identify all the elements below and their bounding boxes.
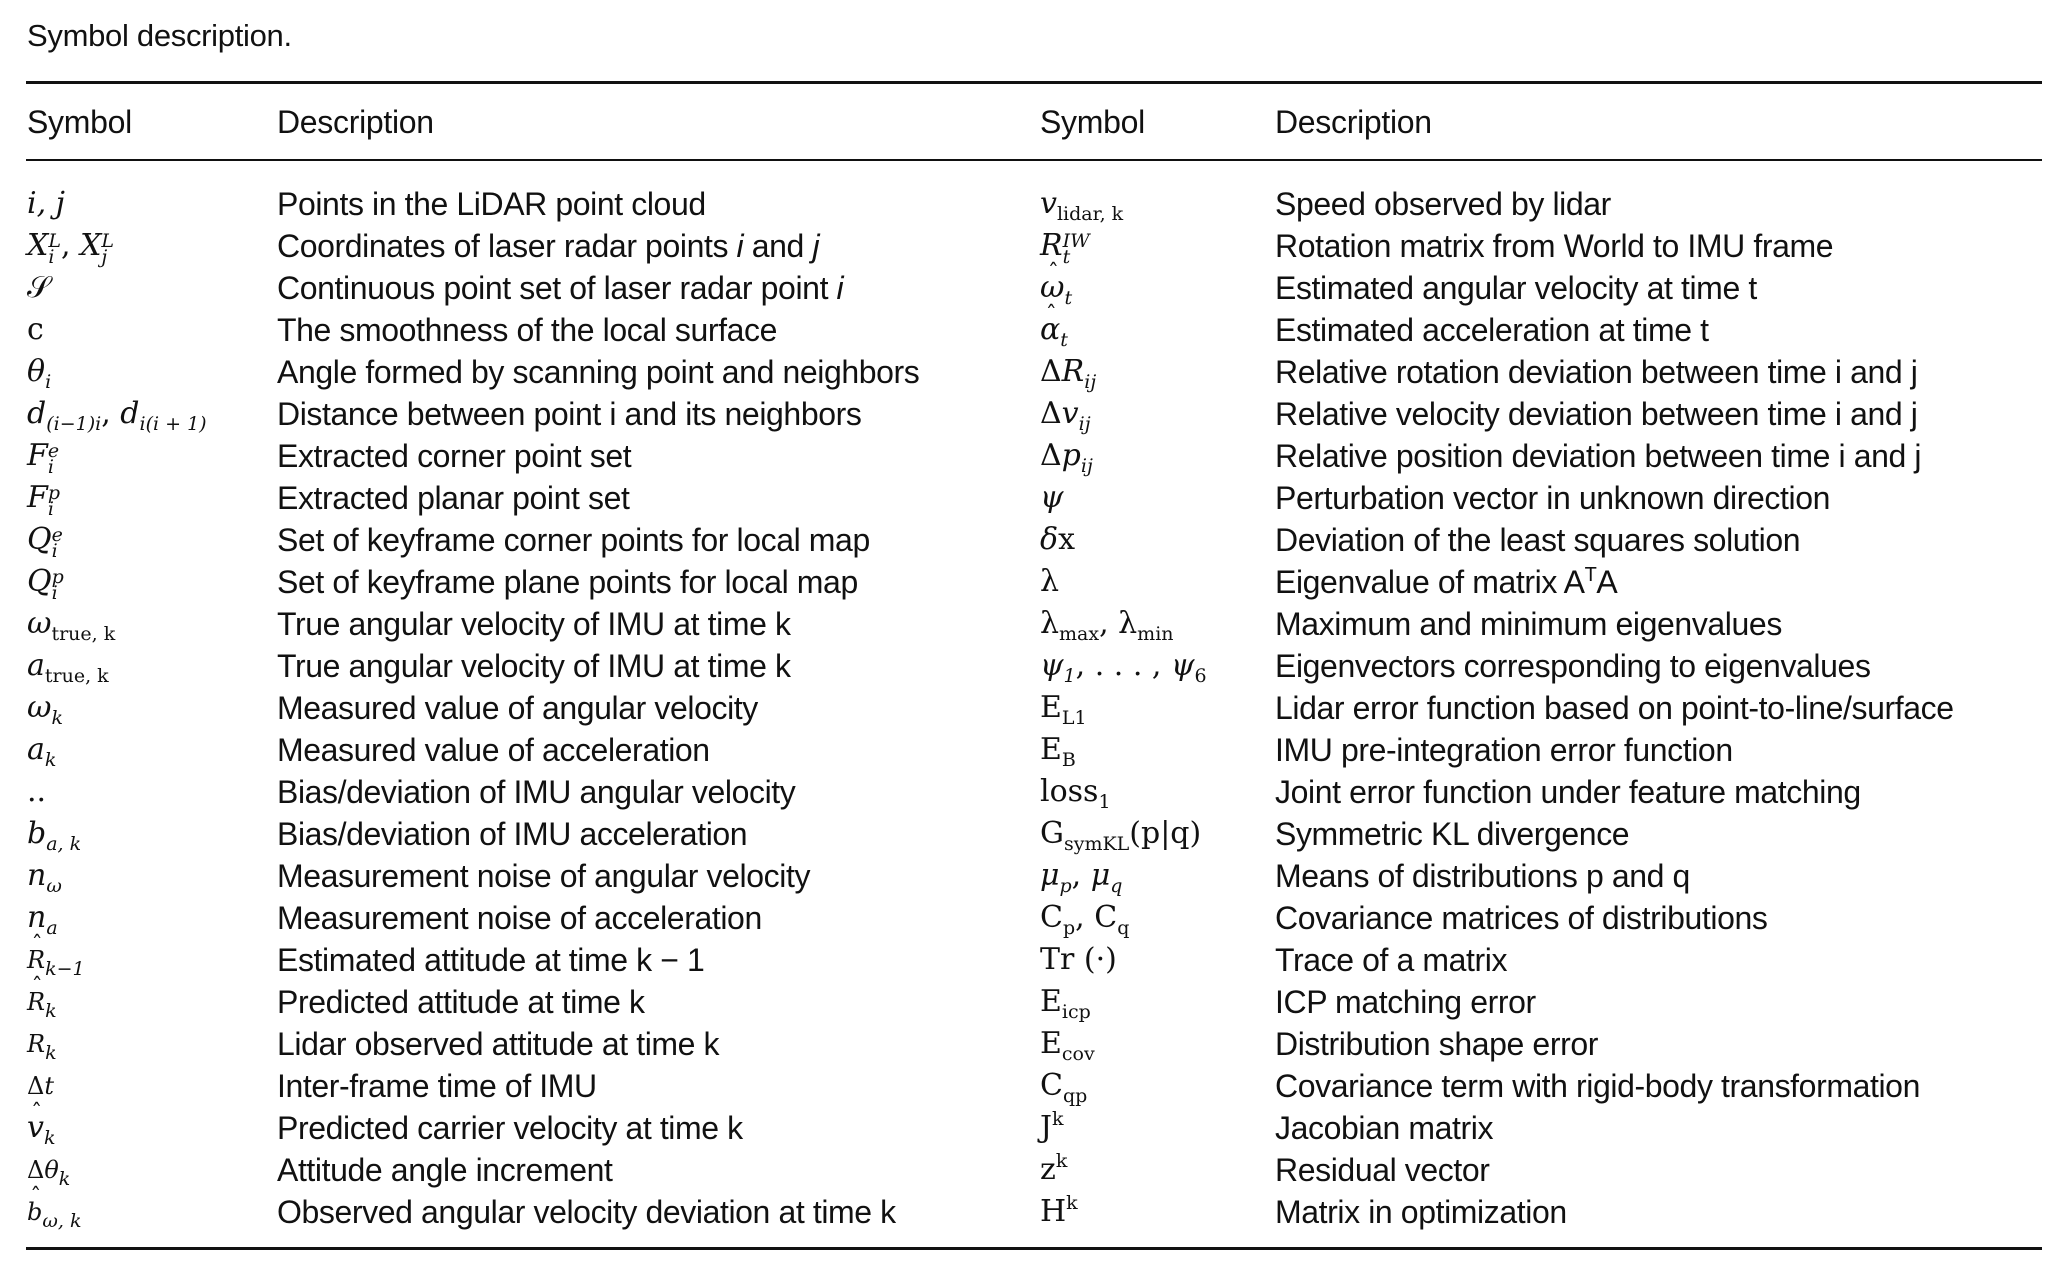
description-cell-right: Trace of a matrix: [1275, 942, 1508, 978]
description-cell-right: Rotation matrix from World to IMU frame: [1275, 228, 1834, 264]
symbol-cell-right: $C_{qp}$: [1040, 1068, 1088, 1107]
symbol-cell-right: λ: [1040, 564, 1060, 599]
symbol-cell-left: ..: [27, 774, 47, 809]
description-cell-right: Covariance matrices of distributions: [1275, 900, 1768, 936]
description-cell-right: Relative position deviation between time i and j: [1275, 438, 1922, 474]
symbol-cell-right: R IW t: [1040, 228, 1090, 268]
description-cell-left: Distance between point i and its neighbors: [277, 396, 862, 432]
table-row: [0, 267, 2067, 309]
bottom-rule: [26, 1247, 2042, 1250]
symbol-cell-left: $R_k$: [27, 1030, 57, 1064]
table-row: [0, 981, 2067, 1023]
symbol-cell-right: $\Delta v_{ij}$: [1040, 396, 1091, 435]
table-row: [0, 939, 2067, 981]
description-cell-left: Angle formed by scanning point and neighbors: [277, 354, 920, 390]
symbol-cell-right: δx: [1040, 522, 1075, 557]
description-cell-right: Residual vector: [1275, 1152, 1490, 1188]
table-row: [0, 813, 2067, 855]
symbol-cell-left: $n_\omega$: [27, 858, 62, 897]
description-cell-left: Points in the LiDAR point cloud: [277, 186, 706, 222]
table-row: [0, 519, 2067, 561]
symbol-cell-right: $\Delta R_{ij}$: [1040, 354, 1097, 393]
header-symbol-right: Symbol: [1040, 104, 1145, 140]
description-cell-left: Continuous point set of laser radar point i: [277, 270, 844, 306]
description-cell-right: Symmetric KL divergence: [1275, 816, 1630, 852]
table-row: [0, 645, 2067, 687]
symbol-cell-left: X L i , X L j: [27, 228, 115, 268]
description-cell-left: Inter-frame time of IMU: [277, 1068, 597, 1104]
symbol-cell-left: Q p i: [27, 564, 64, 604]
symbol-cell-left: ˆ $R_k$: [27, 981, 57, 1023]
symbol-cell-right: $v_{lidar, k}$: [1040, 186, 1124, 225]
description-cell-right: Speed observed by lidar: [1275, 186, 1611, 222]
table-row: [0, 1065, 2067, 1107]
description-cell-right: Eigenvectors corresponding to eigenvalues: [1275, 648, 1871, 684]
table-row: [0, 855, 2067, 897]
symbol-cell-right: $E_{icp}$: [1040, 984, 1091, 1023]
description-cell-left: Attitude angle increment: [277, 1152, 613, 1188]
description-cell-left: Measured value of angular velocity: [277, 690, 758, 726]
top-rule: [26, 81, 2042, 84]
table-row: [0, 435, 2067, 477]
description-cell-right: Deviation of the least squares solution: [1275, 522, 1801, 558]
symbol-cell-right: Tr (·): [1040, 942, 1117, 977]
symbol-cell-left: ˆ $v_k$: [27, 1107, 55, 1149]
description-cell-left: Measured value of acceleration: [277, 732, 710, 768]
header-rule: [26, 159, 2042, 161]
description-cell-left: Bias/deviation of IMU angular velocity: [277, 774, 796, 810]
description-cell-left: Predicted carrier velocity at time k: [277, 1110, 743, 1146]
description-cell-right: IMU pre-integration error function: [1275, 732, 1733, 768]
symbol-cell-left: F e i: [27, 438, 60, 478]
description-cell-left: Extracted planar point set: [277, 480, 630, 516]
symbol-cell-left: $a_k$: [27, 732, 57, 771]
table-row: [0, 183, 2067, 225]
table-row: [0, 1149, 2067, 1191]
symbol-cell-left: F p i: [27, 480, 60, 520]
table-row: [0, 771, 2067, 813]
header-description-right: Description: [1275, 104, 1432, 140]
table-row: [0, 393, 2067, 435]
symbol-cell-left: $d_{(i-1)i}$, $d_{i(i + 1)}$: [27, 396, 207, 435]
header-symbol-left: Symbol: [27, 104, 132, 140]
table-row: [0, 309, 2067, 351]
table-row: [0, 729, 2067, 771]
description-cell-left: The smoothness of the local surface: [277, 312, 778, 348]
description-cell-right: Means of distributions p and q: [1275, 858, 1690, 894]
symbol-cell-left: Q e i: [27, 522, 63, 562]
description-cell-left: True angular velocity of IMU at time k: [277, 648, 791, 684]
description-cell-right: Lidar error function based on point-to-line/surface: [1275, 690, 1954, 726]
description-cell-left: Measurement noise of angular velocity: [277, 858, 811, 894]
description-cell-left: Coordinates of laser radar points i and j: [277, 228, 820, 264]
symbol-cell-right: $\psi_1$, . . . , $\psi_6$: [1040, 648, 1207, 687]
table-row: [0, 225, 2067, 267]
description-cell-left: Estimated attitude at time k − 1: [277, 942, 705, 978]
symbol-cell-right: ψ: [1040, 480, 1064, 515]
description-cell-left: Observed angular velocity deviation at time k: [277, 1194, 896, 1230]
symbol-cell-left: Δt: [27, 1072, 54, 1100]
symbol-cell-left: $b_{a, k}$: [27, 816, 82, 855]
description-cell-right: Jacobian matrix: [1275, 1110, 1494, 1146]
symbol-cell-left: ˆ $b_{\omega, k}$: [27, 1191, 81, 1233]
table-row: [0, 1191, 2067, 1233]
table-row: [0, 477, 2067, 519]
description-cell-left: Predicted attitude at time k: [277, 984, 645, 1020]
description-cell-right: ICP matching error: [1275, 984, 1536, 1020]
symbol-cell-right: $G_{symKL}(p|q)$: [1040, 816, 1202, 855]
description-cell-right: Joint error function under feature matching: [1275, 774, 1861, 810]
description-cell-right: Maximum and minimum eigenvalues: [1275, 606, 1782, 642]
symbol-cell-right: loss$_1$: [1040, 774, 1111, 813]
symbol-cell-left: $a_{true, k}$: [27, 648, 109, 687]
description-cell-left: True angular velocity of IMU at time k: [277, 606, 791, 642]
description-cell-right: Perturbation vector in unknown direction: [1275, 480, 1830, 516]
header-description-left: Description: [277, 104, 434, 140]
symbol-cell-right: $\Delta p_{ij}$: [1040, 438, 1093, 477]
description-cell-left: Set of keyframe plane points for local map: [277, 564, 858, 600]
symbol-cell-right: ˆ $\omega_t$: [1040, 267, 1072, 309]
description-cell-right: Estimated acceleration at time t: [1275, 312, 1709, 348]
description-cell-left: Set of keyframe corner points for local map: [277, 522, 870, 558]
symbol-cell-left: 𝒮: [27, 270, 51, 305]
symbol-cell-left: $\omega_{true, k}$: [27, 606, 116, 645]
symbol-cell-left: $\omega_k$: [27, 690, 63, 729]
description-cell-left: Measurement noise of acceleration: [277, 900, 762, 936]
symbol-cell-right: $E_B$: [1040, 732, 1076, 771]
description-cell-left: Extracted corner point set: [277, 438, 632, 474]
description-cell-right: Distribution shape error: [1275, 1026, 1598, 1062]
symbol-cell-right: $J^k$: [1040, 1108, 1064, 1145]
table-row: [0, 687, 2067, 729]
symbol-cell-left: c: [27, 312, 44, 347]
table-row: [0, 1107, 2067, 1149]
symbol-cell-right: $\mu_p$, $\mu_q$: [1040, 858, 1123, 897]
table-row: [0, 561, 2067, 603]
description-cell-left: Bias/deviation of IMU acceleration: [277, 816, 748, 852]
symbol-cell-left: i, j: [27, 186, 65, 221]
description-cell-right: Relative velocity deviation between time i and j: [1275, 396, 1918, 432]
description-cell-right: Covariance term with rigid-body transformation: [1275, 1068, 1920, 1104]
symbol-cell-right: ˆ $\alpha_t$: [1040, 309, 1068, 351]
description-cell-right: Eigenvalue of matrix $A^TA$: [1275, 564, 1618, 600]
table-row: [0, 351, 2067, 393]
symbol-cell-right: $C_p$, $C_q$: [1040, 900, 1130, 939]
symbol-cell-right: $H^k$: [1040, 1192, 1078, 1229]
symbol-cell-right: $z^k$: [1040, 1150, 1068, 1187]
symbol-cell-right: $E_{L1}$: [1040, 690, 1087, 729]
symbol-cell-left: $\Delta\theta_k$: [27, 1156, 71, 1190]
table-row: [0, 603, 2067, 645]
description-cell-left: Lidar observed attitude at time k: [277, 1026, 720, 1062]
description-cell-right: Matrix in optimization: [1275, 1194, 1567, 1230]
table-caption: Symbol description.: [27, 18, 292, 53]
symbol-cell-left: $\theta_i$: [27, 354, 52, 393]
description-cell-right: Relative rotation deviation between time i and j: [1275, 354, 1918, 390]
symbol-cell-left: ˆ $R_{k-1}$: [27, 939, 85, 981]
symbol-cell-right: $E_{cov}$: [1040, 1026, 1095, 1065]
table-row: [0, 897, 2067, 939]
table-row: [0, 1023, 2067, 1065]
symbol-cell-right: $\lambda_{max}$, $\lambda_{min}$: [1040, 606, 1174, 645]
symbol-cell-left: $n_a$: [27, 900, 58, 939]
description-cell-right: Estimated angular velocity at time t: [1275, 270, 1757, 306]
